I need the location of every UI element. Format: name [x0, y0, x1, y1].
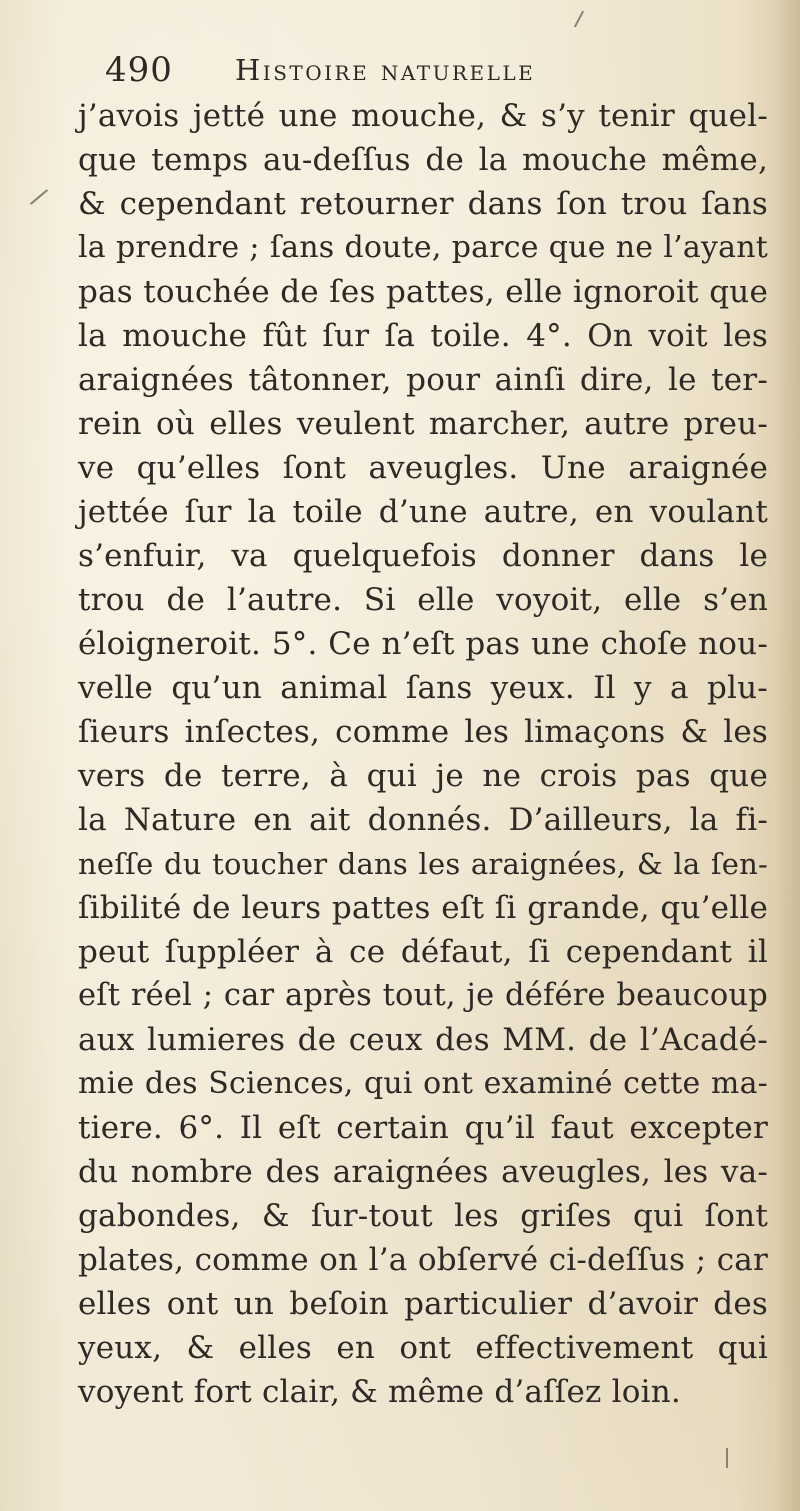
text-line: la prendre ; ſans doute, parce que ne l’ayant — [78, 230, 768, 265]
text-line: velle qu’un animal ſans yeux. Il y a plu- — [78, 670, 768, 706]
text-line: la mouche fût ſur ſa toile. 4°. On voit les — [78, 318, 768, 354]
text-line: gabondes, & ſur-tout les griſes qui ſont — [78, 1198, 768, 1234]
body-text — [78, 96, 768, 1436]
page-number: 490 — [105, 50, 173, 90]
ink-speck-left — [30, 189, 48, 205]
text-line: que temps au-deſſus de la mouche même, — [78, 142, 768, 178]
text-line: ve qu’elles ſont aveugles. Une araignée — [78, 450, 768, 486]
text-line: du nombre des araignées aveugles, les va- — [78, 1154, 768, 1190]
text-line: trou de l’autre. Si elle voyoit, elle s’en — [78, 582, 768, 618]
text-line: elles ont un beſoin particulier d’avoir des — [78, 1286, 768, 1322]
text-line: yeux, & elles en ont effectivement qui — [78, 1330, 768, 1366]
text-line: peut ſuppléer à ce défaut, ſi cependant il — [78, 934, 768, 970]
text-line: voyent fort clair, & même d’aſſez loin. — [78, 1374, 681, 1410]
text-line: la Nature en ait donnés. D’ailleurs, la fi- — [78, 802, 768, 838]
ink-speck-top — [574, 11, 584, 28]
text-line: & cependant retourner dans ſon trou ſans — [78, 186, 768, 222]
text-line: ſibilité de leurs pattes eſt ſi grande, qu’elle — [78, 890, 768, 926]
text-line: ſieurs inſectes, comme les limaçons & les — [78, 714, 768, 750]
text-line: plates, comme on l’a obſervé ci-deſſus ; car — [78, 1242, 768, 1278]
text-line: eſt réel ; car après tout, je défére beaucoup — [78, 978, 768, 1013]
running-head: Histoire naturelle — [235, 53, 536, 87]
text-line: éloigneroit. 5°. Ce n’eſt pas une choſe nou- — [78, 626, 768, 662]
ink-speck-bottom — [726, 1448, 728, 1468]
text-line: vers de terre, à qui je ne crois pas que — [78, 758, 768, 794]
text-line: neſſe du toucher dans les araignées, & la ſen- — [78, 847, 768, 881]
text-line: araignées tâtonner, pour ainſi dire, le ter- — [78, 362, 768, 398]
text-line: aux lumieres de ceux des MM. de l’Acadé- — [78, 1022, 768, 1058]
text-line: jettée ſur la toile d’une autre, en voulant — [78, 494, 768, 530]
text-line: tiere. 6°. Il eſt certain qu’il faut excepter — [78, 1110, 768, 1146]
text-line: j’avois jetté une mouche, & s’y tenir quel- — [78, 98, 768, 134]
text-line: rein où elles veulent marcher, autre preu- — [78, 406, 768, 442]
text-line: mie des Sciences, qui ont examiné cette ma- — [78, 1066, 768, 1101]
text-line: s’enfuir, va quelquefois donner dans le — [78, 538, 768, 574]
text-line: pas touchée de ſes pattes, elle ignoroit que — [78, 274, 768, 310]
